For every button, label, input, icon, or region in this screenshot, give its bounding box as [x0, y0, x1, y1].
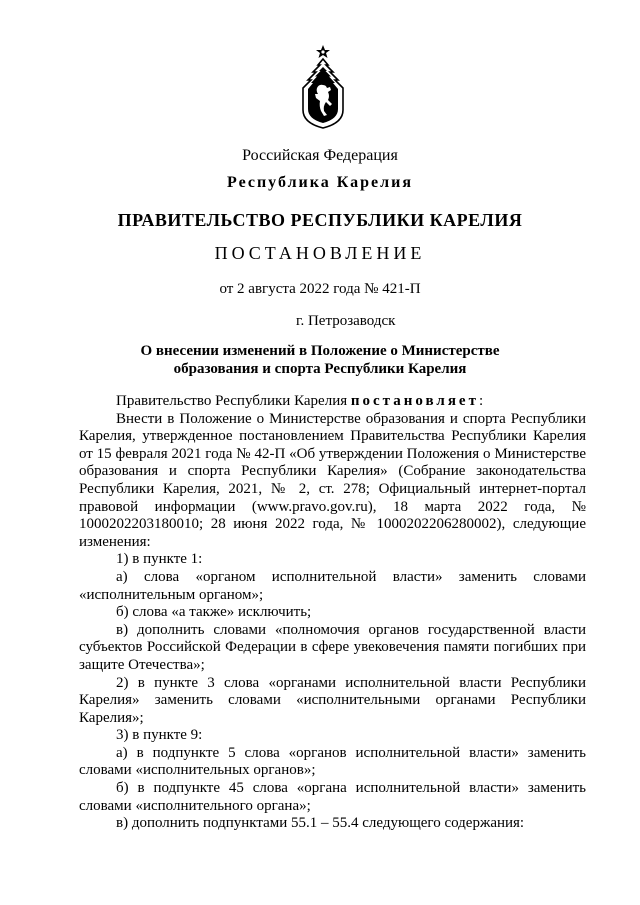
decree-date-number: от 2 августа 2022 года № 421-П: [219, 281, 421, 297]
subject-line-1: О внесении изменений в Положение о Министерстве: [140, 343, 500, 359]
country-name: Российская Федерация: [242, 147, 398, 164]
city-name: г. Петрозаводск: [296, 313, 396, 329]
list-item: 2) в пункте 3 слова «органами исполнительной власти Республики Карелия» заменить словами «исполнительными органами Республики Карелия»;: [79, 674, 586, 726]
preamble-end: :: [478, 393, 484, 409]
list-item: б) в подпункте 45 слова «органа исполнительной власти» заменить словами «исполнительного органа»;: [79, 780, 586, 814]
list-item: б) слова «а также» исключить;: [116, 604, 312, 621]
list-item: а) слова «органом исполнительной власти» заменить словами «исполнительным органом»;: [79, 568, 586, 603]
list-item: а) в подпункте 5 слова «органов исполнительной власти» заменить словами «исполнительных органов»;: [79, 744, 586, 779]
government-title: ПРАВИТЕЛЬСТВО РЕСПУБЛИКИ КАРЕЛИЯ: [117, 210, 523, 230]
region-name: Республика Карелия: [227, 174, 413, 191]
decree-body: [79, 393, 586, 833]
preamble-verb: постановляет: [350, 393, 479, 409]
karelia-coat-of-arms-icon: [297, 44, 349, 130]
intro-paragraph: Внести в Положение о Министерстве образования и спорта Республики Карелия, утвержденное постановлением Правительства Республики Карелия от 15 февраля 2021 года № 42-П «Об утверждении Положения о Министерстве образования и спорта Республики Карелия» (Собрание законодательства Республики Карелия, 2021, № 2, ст. 278; Официальный интернет-портал правовой информации (www.pravo.gov.ru), 18 марта 2022 года, № 1000202203180010; 28 июня 2022 года, № 1000202206280002), следующие изменения:: [79, 410, 586, 550]
preamble-start: Правительство Республики Карелия: [116, 393, 351, 409]
decree-subject: [0, 342, 640, 378]
preamble: [79, 393, 586, 411]
list-item: в) дополнить словами «полномочия органов государственной власти субъектов Российской Федерации в сфере увековечения памяти погибших при защите Отечества»;: [79, 621, 586, 673]
list-item: в) дополнить подпунктами 55.1 – 55.4 следующего содержания:: [116, 815, 525, 832]
list-item: 3) в пункте 9:: [116, 727, 203, 744]
document-type: ПОСТАНОВЛЕНИЕ: [214, 243, 426, 263]
list-item: 1) в пункте 1:: [116, 551, 203, 568]
subject-line-2: образования и спорта Республики Карелия: [173, 361, 467, 377]
